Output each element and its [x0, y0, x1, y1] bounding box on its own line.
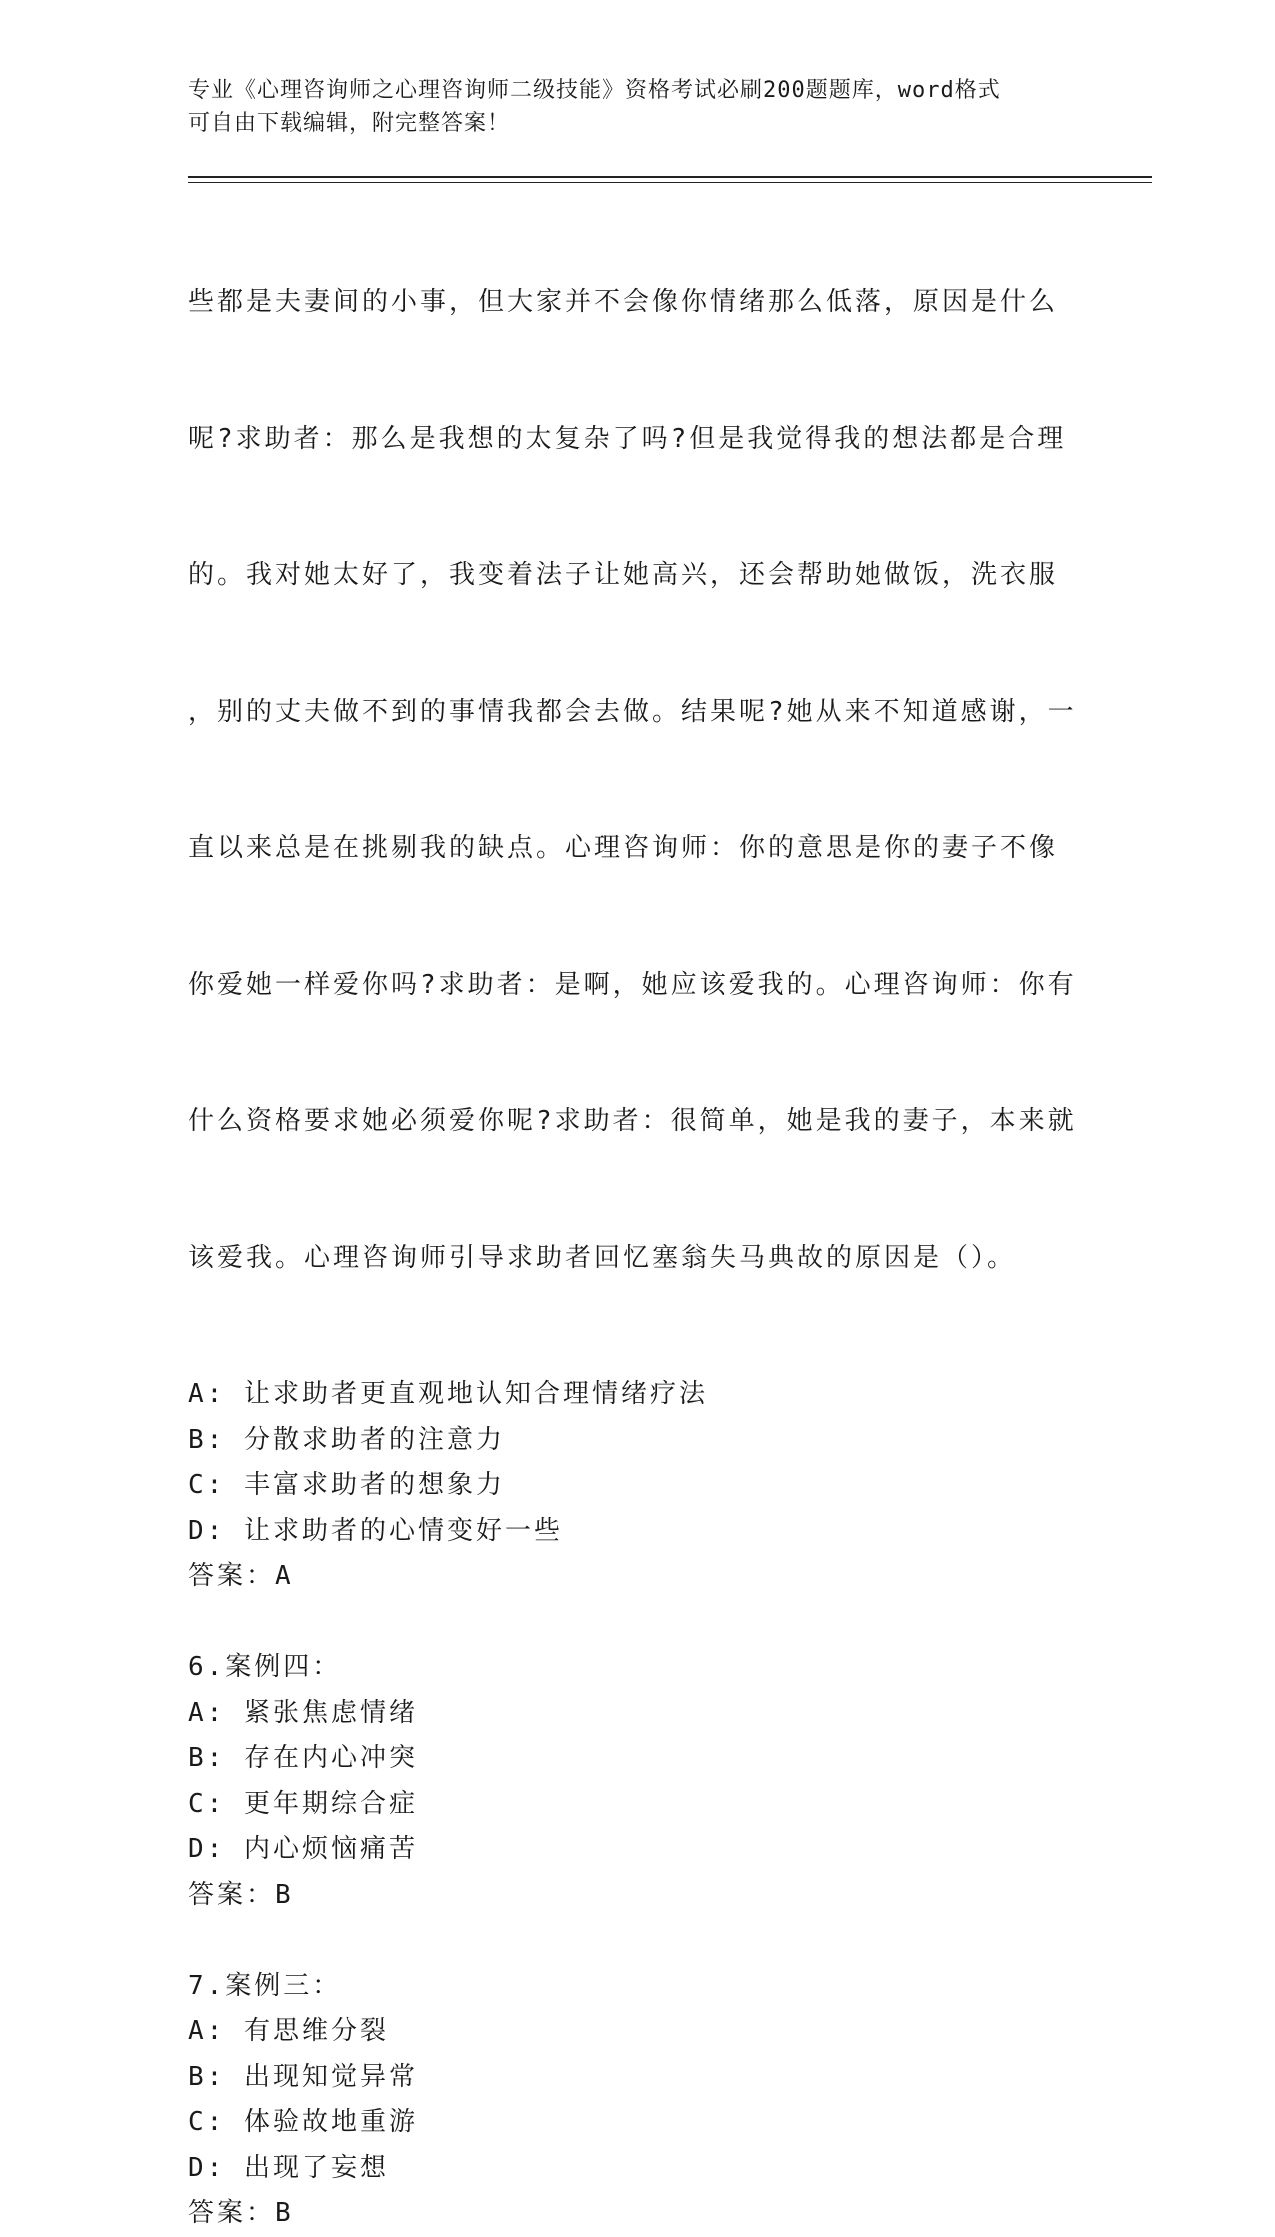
- option-b: B: 出现知觉异常: [188, 2061, 418, 2092]
- question-6: [188, 1645, 1088, 1918]
- question-title: 6.案例四：: [188, 1652, 342, 1682]
- question-7: [188, 1964, 1088, 2237]
- stem-line: 直以来总是在挑剔我的缺点。心理咨询师：你的意思是你的妻子不像: [188, 833, 1059, 863]
- document-body: [188, 189, 1088, 2237]
- option-d: D: 内心烦恼痛苦: [188, 1834, 418, 1864]
- question-title: 7.案例三：: [188, 1970, 342, 2001]
- header-title-line-1: 专业《心理咨询师之心理咨询师二级技能》资格考试必刷200题题库，word格式: [188, 78, 1001, 103]
- option-c: C: 丰富求助者的想象力: [188, 1470, 505, 1500]
- option-c: C: 更年期综合症: [188, 1788, 418, 1819]
- stem-line: ，别的丈夫做不到的事情我都会去做。结果呢?她从来不知道感谢，一: [188, 696, 1077, 727]
- option-a: A: 让求助者更直观地认知合理情绪疗法: [188, 1379, 708, 1409]
- answer-label: 答案：A: [188, 1561, 294, 1591]
- option-b: B: 分散求助者的注意力: [188, 1424, 505, 1455]
- answer-label: 答案：B: [188, 2198, 294, 2228]
- question-5-stem: [188, 189, 1088, 1372]
- option-c: C: 体验故地重游: [188, 2107, 418, 2137]
- stem-line: 些都是夫妻间的小事，但大家并不会像你情绪那么低落，原因是什么: [188, 287, 1059, 317]
- stem-line: 的。我对她太好了，我变着法子让她高兴，还会帮助她做饭，洗衣服: [188, 560, 1059, 590]
- stem-line: 什么资格要求她必须爱你呢?求助者：很简单，她是我的妻子，本来就: [188, 1106, 1077, 1136]
- header-divider-thin: [188, 182, 1152, 183]
- option-d: D: 出现了妄想: [188, 2152, 389, 2183]
- option-a: A: 紧张焦虑情绪: [188, 1697, 418, 1728]
- option-a: A: 有思维分裂: [188, 2016, 389, 2046]
- option-b: B: 存在内心冲突: [188, 1743, 418, 1773]
- stem-line: 该爱我。心理咨询师引导求助者回忆塞翁失马典故的原因是（）。: [188, 1242, 1017, 1273]
- option-d: D: 让求助者的心情变好一些: [188, 1515, 563, 1546]
- header-divider-thick: [188, 176, 1152, 178]
- header-title-line-2: 可自由下载编辑，附完整答案！: [188, 111, 511, 136]
- stem-line: 呢?求助者：那么是我想的太复杂了吗?但是我觉得我的想法都是合理: [188, 423, 1067, 454]
- answer-label: 答案：B: [188, 1879, 294, 1910]
- stem-line: 你爱她一样爱你吗?求助者：是啊，她应该爱我的。心理咨询师：你有: [188, 969, 1077, 1000]
- document-header: [188, 74, 1068, 140]
- question-5: [188, 189, 1088, 1600]
